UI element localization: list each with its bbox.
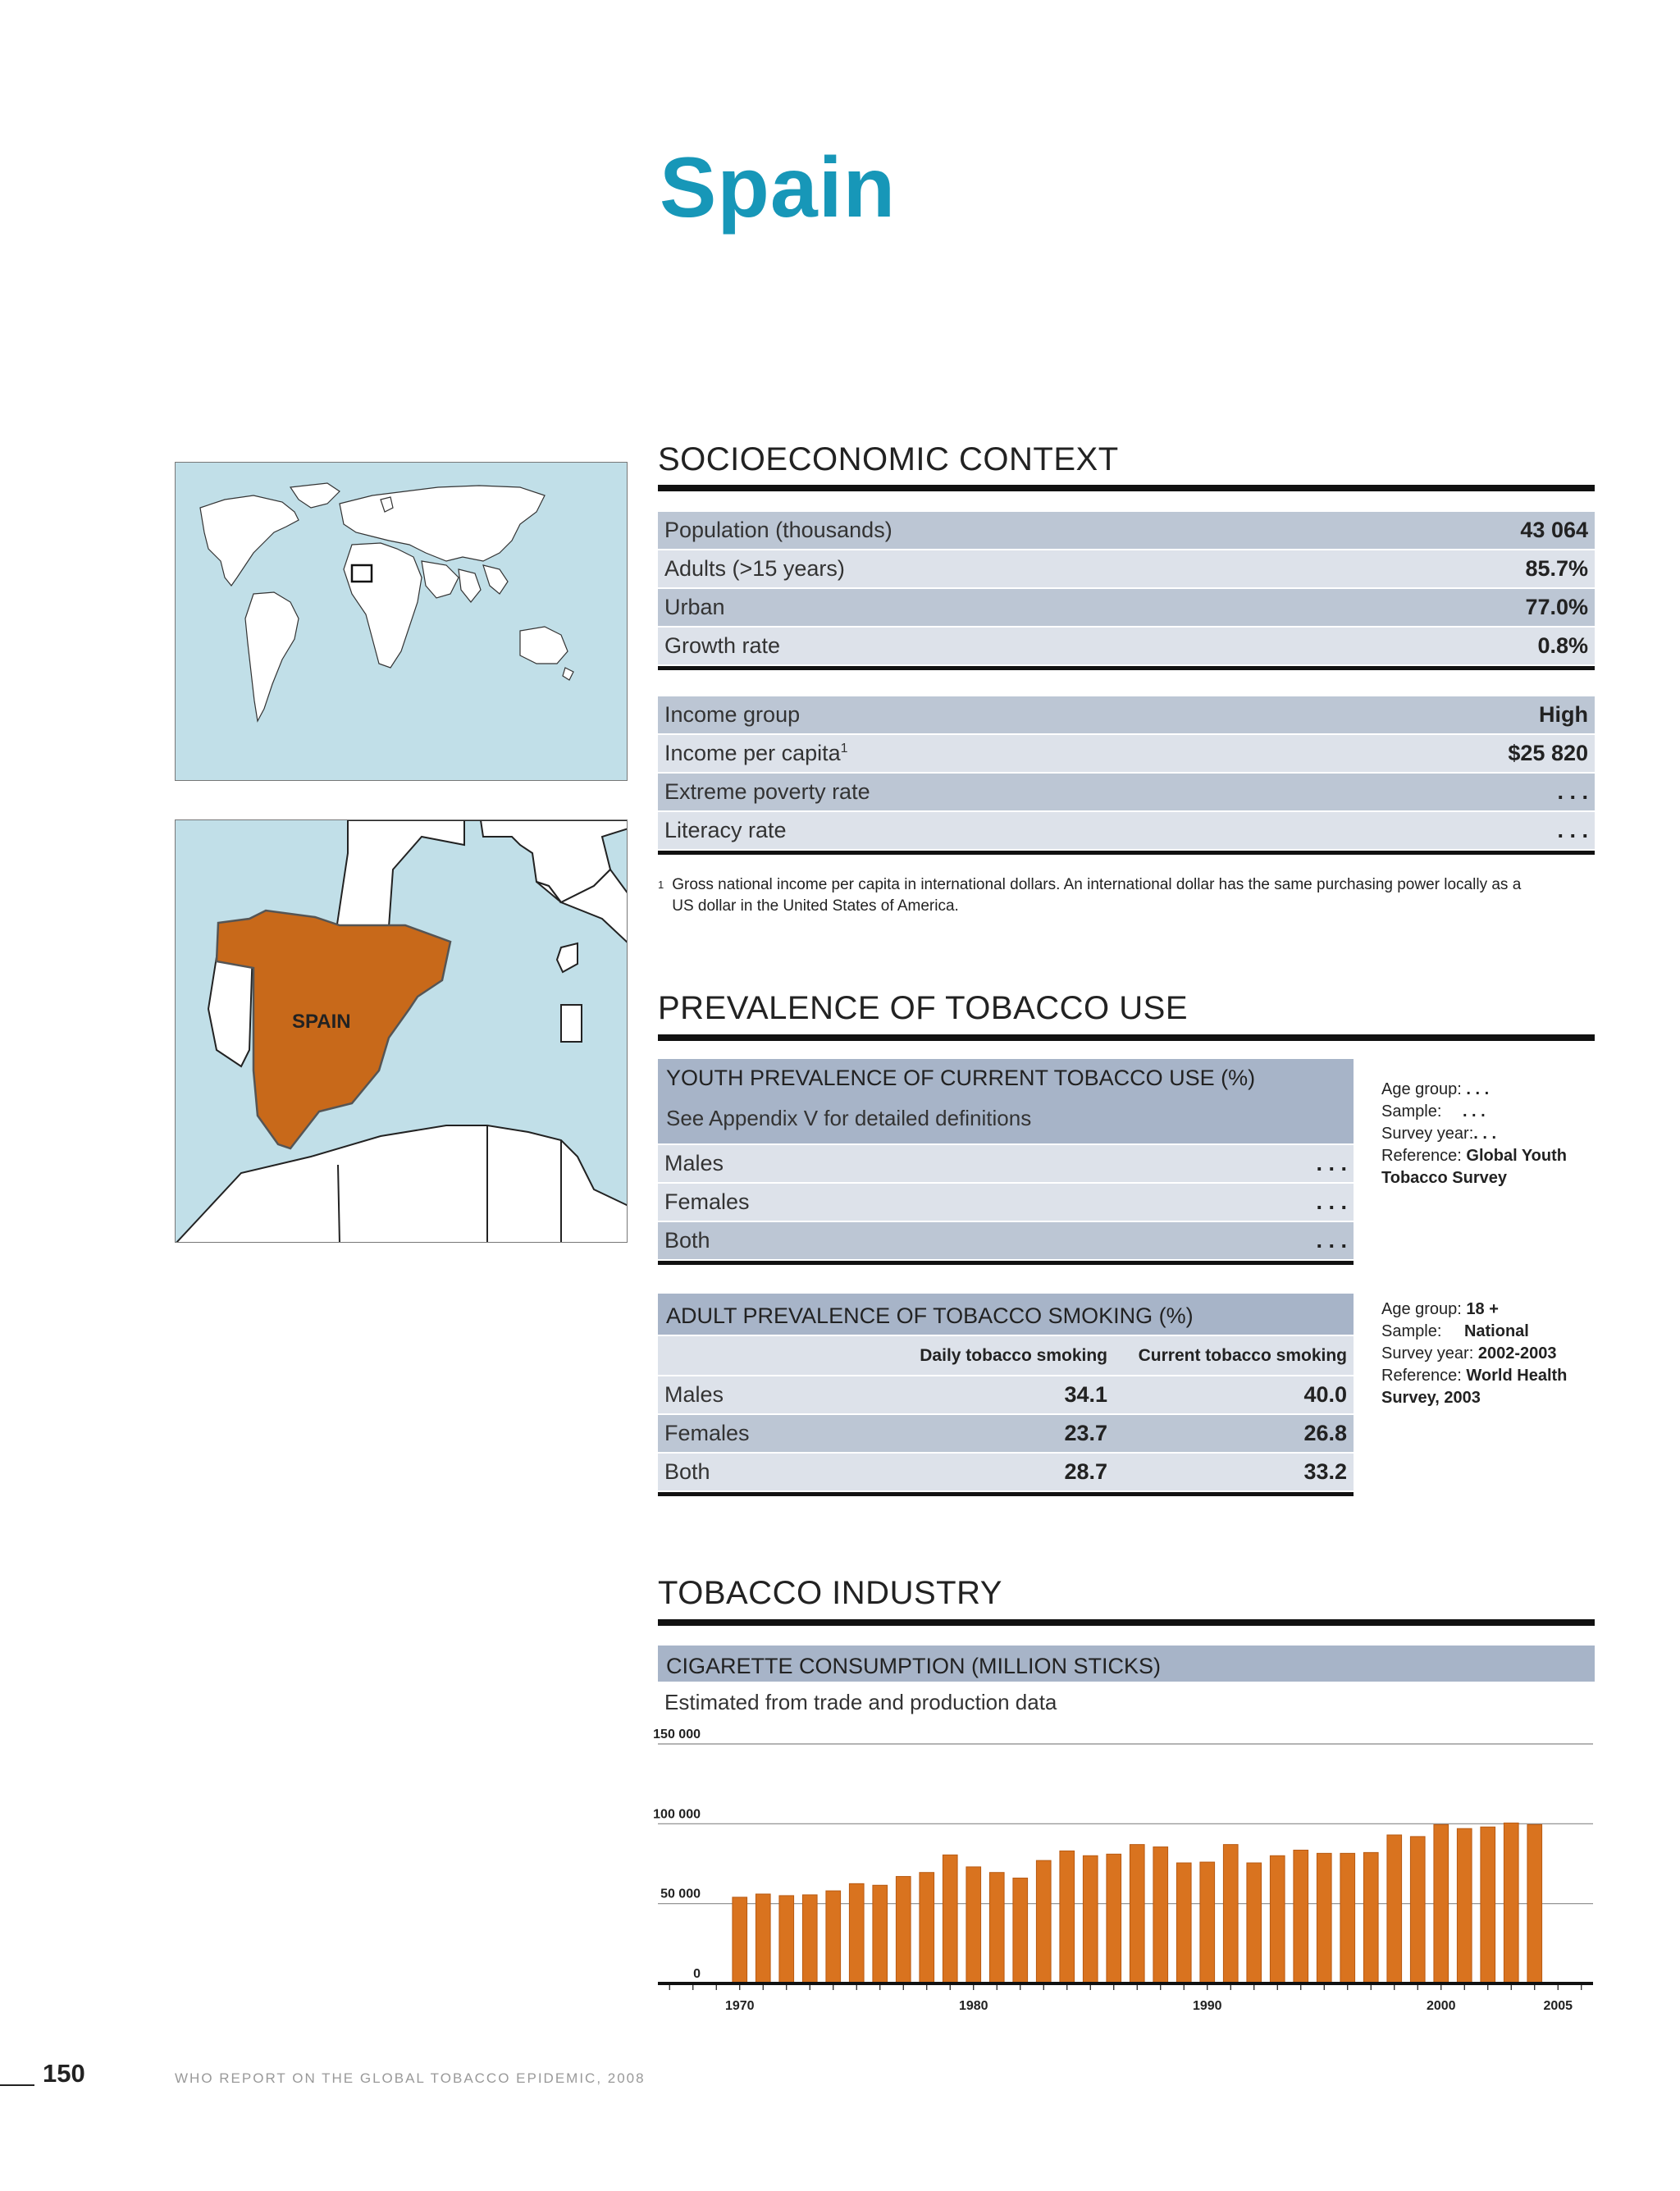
- industry-heading: TOBACCO INDUSTRY: [658, 1575, 1002, 1611]
- bar: [1247, 1863, 1262, 1983]
- socioeconomic-footnote: [658, 874, 1585, 917]
- row-label: Adults (>15 years): [664, 556, 845, 581]
- row-value: . . .: [1557, 818, 1588, 842]
- socio-row-growth: [658, 628, 1595, 666]
- bar: [1387, 1835, 1402, 1983]
- row-value: . . .: [1316, 1151, 1347, 1175]
- row-value: 43 064: [1520, 518, 1588, 542]
- bar: [896, 1877, 911, 1983]
- youth-row-both: [658, 1222, 1354, 1261]
- country-map-graphic: [176, 820, 628, 1243]
- footnote-line-2: US dollar in the United States of America.: [672, 897, 959, 915]
- row-daily: 23.7: [1064, 1421, 1107, 1445]
- bar: [1060, 1851, 1075, 1983]
- adult-table: [658, 1294, 1354, 1496]
- col-current-header: Current tobacco smoking: [1138, 1346, 1347, 1365]
- bar: [1083, 1856, 1098, 1983]
- x-tick-label: 1980: [958, 1999, 988, 2013]
- row-label: Males: [664, 1151, 724, 1175]
- row-label: Females: [664, 1421, 750, 1445]
- row-label: Both: [664, 1459, 710, 1484]
- youth-table-subtitle: See Appendix V for detailed definitions: [666, 1106, 1032, 1130]
- adult-survey-info: Age group: 18 + Sample: National Survey year: 2002-2003 Reference: World Health Survey, 2003: [1381, 1300, 1568, 1407]
- world-map: [175, 462, 628, 781]
- adult-row-males: [658, 1376, 1354, 1415]
- industry-rule: [658, 1619, 1595, 1626]
- footnote-mark: 1: [658, 879, 664, 891]
- table-bottom-rule: [658, 666, 1595, 670]
- x-tick-label: 2000: [1426, 1999, 1456, 2013]
- table-bottom-rule: [658, 1492, 1354, 1496]
- row-value: . . .: [1316, 1189, 1347, 1214]
- bar: [1294, 1850, 1308, 1983]
- row-label: Females: [664, 1189, 750, 1214]
- row-value: High: [1539, 702, 1588, 727]
- table-bottom-rule: [658, 1261, 1354, 1265]
- adult-table-title: ADULT PREVALENCE OF TOBACCO SMOKING (%): [666, 1303, 1194, 1328]
- bar: [756, 1894, 770, 1983]
- bar: [733, 1897, 747, 1983]
- socioeconomic-heading: SOCIOECONOMIC CONTEXT: [658, 441, 1119, 477]
- bar: [1013, 1878, 1028, 1983]
- adult-row-females: [658, 1415, 1354, 1454]
- bar: [1176, 1863, 1191, 1983]
- x-tick-label: 1970: [724, 1999, 755, 2013]
- socio-row-poverty: [658, 774, 1595, 812]
- bar: [1223, 1845, 1238, 1983]
- bar: [873, 1885, 888, 1983]
- bar: [826, 1891, 841, 1983]
- row-daily: 34.1: [1064, 1382, 1107, 1407]
- bar: [1481, 1827, 1495, 1983]
- youth-table: [658, 1059, 1354, 1265]
- bar: [1107, 1854, 1121, 1983]
- report-footer: WHO REPORT ON THE GLOBAL TOBACCO EPIDEMIC, 2008: [175, 2070, 646, 2086]
- row-current: 40.0: [1303, 1382, 1347, 1407]
- table-bottom-rule: [658, 851, 1595, 855]
- bar: [1270, 1856, 1285, 1983]
- bar: [1434, 1824, 1449, 1983]
- y-tick-label: 0: [693, 1967, 701, 1981]
- bar: [1200, 1862, 1215, 1983]
- y-tick-label: 150 000: [653, 1728, 701, 1741]
- adult-table-header: [658, 1294, 1354, 1336]
- chart-title: CIGARETTE CONSUMPTION (MILLION STICKS): [666, 1654, 1162, 1678]
- bar: [1457, 1828, 1472, 1983]
- row-current: 33.2: [1303, 1459, 1347, 1484]
- bar: [943, 1855, 957, 1983]
- socio-row-urban: [658, 589, 1595, 628]
- x-tick-label: 1990: [1192, 1999, 1222, 2013]
- socio-row-literacy: [658, 812, 1595, 851]
- socio-row-adults: [658, 550, 1595, 589]
- bar: [779, 1896, 794, 1983]
- row-label: Extreme poverty rate: [664, 779, 870, 804]
- row-label: Income per capita$^1$: [664, 741, 848, 765]
- bar: [1036, 1860, 1051, 1983]
- page-number-rule: [0, 2084, 34, 2086]
- socio-row-income-group: [658, 696, 1595, 735]
- page-number: 150: [43, 2059, 85, 2088]
- row-value: 85.7%: [1525, 556, 1588, 581]
- bar: [1340, 1853, 1355, 1983]
- col-daily-header: Daily tobacco smoking: [920, 1346, 1107, 1365]
- bar: [1317, 1853, 1331, 1983]
- chart-title-bar: [658, 1646, 1595, 1682]
- row-label: Literacy rate: [664, 818, 787, 842]
- row-label: Population (thousands): [664, 518, 892, 542]
- bar: [966, 1867, 981, 1983]
- y-tick-label: 100 000: [653, 1807, 701, 1822]
- footnote-marker: 1: [840, 742, 848, 755]
- row-label: Income group: [664, 702, 801, 727]
- bar: [1410, 1837, 1425, 1983]
- row-label: Males: [664, 1382, 724, 1407]
- prevalence-heading: PREVALENCE OF TOBACCO USE: [658, 990, 1188, 1026]
- bar: [1527, 1824, 1542, 1983]
- row-value: 77.0%: [1525, 595, 1588, 619]
- adult-row-both: [658, 1454, 1354, 1492]
- row-value: $25 820: [1508, 741, 1588, 765]
- bar: [802, 1895, 817, 1983]
- x-tick-label: 2005: [1543, 1999, 1573, 2013]
- youth-survey-info: Age group: . . . Sample: . . . Survey year:. . . Reference: Global Youth Tobacco Survey: [1381, 1080, 1567, 1187]
- adult-column-headers: [658, 1336, 1354, 1376]
- row-label: Growth rate: [664, 633, 781, 658]
- socio-row-population: [658, 512, 1595, 550]
- country-map-label: SPAIN: [292, 1011, 351, 1033]
- socioeconomic-table-1: [658, 512, 1595, 670]
- bar: [1153, 1847, 1168, 1983]
- socio-row-income-per-capita: [658, 735, 1595, 774]
- youth-row-males: [658, 1145, 1354, 1184]
- youth-table-header: [658, 1059, 1354, 1145]
- bar: [849, 1883, 864, 1983]
- row-daily: 28.7: [1064, 1459, 1107, 1484]
- row-label: Urban: [664, 595, 725, 619]
- bar: [920, 1873, 934, 1983]
- row-value: . . .: [1557, 779, 1588, 804]
- bar: [1130, 1845, 1144, 1983]
- world-map-graphic: [176, 463, 628, 782]
- youth-row-females: [658, 1184, 1354, 1222]
- socioeconomic-table-2: [658, 696, 1595, 855]
- row-current: 26.8: [1303, 1421, 1347, 1445]
- bar: [989, 1873, 1004, 1983]
- prevalence-rule: [658, 1034, 1595, 1041]
- row-value: . . .: [1316, 1228, 1347, 1253]
- socioeconomic-rule: [658, 485, 1595, 491]
- country-map: [175, 819, 628, 1243]
- row-label: Both: [664, 1228, 710, 1253]
- footnote-line-1: Gross national income per capita in international dollars. An international dollar has the same purchasing power locally as a: [672, 876, 1522, 893]
- bar: [1504, 1823, 1518, 1983]
- bar: [1363, 1852, 1378, 1983]
- row-value: 0.8%: [1537, 633, 1588, 658]
- y-tick-label: 50 000: [660, 1887, 701, 1901]
- chart-subtitle: Estimated from trade and production data: [664, 1690, 1057, 1714]
- cigarette-consumption-chart: [650, 1723, 1601, 2026]
- page-title: Spain: [660, 140, 897, 235]
- youth-table-title: YOUTH PREVALENCE OF CURRENT TOBACCO USE (%): [666, 1066, 1256, 1090]
